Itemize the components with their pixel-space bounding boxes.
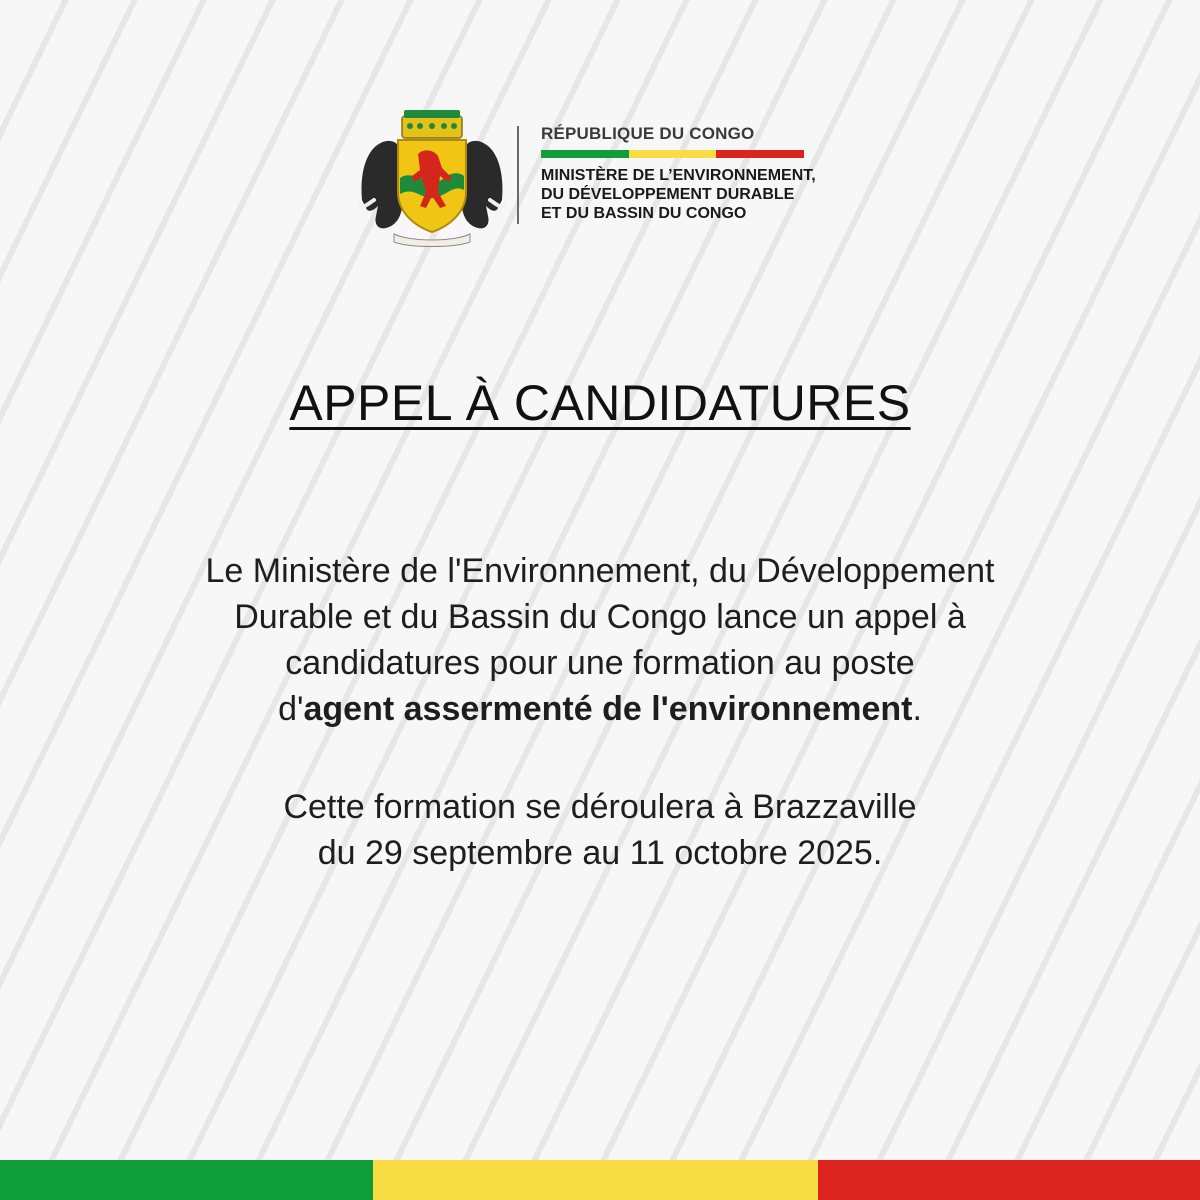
body-line: Le Ministère de l'Environnement, du Développement (205, 552, 995, 590)
header-flag-stripe (541, 150, 804, 158)
announcement-title: APPEL À CANDIDATURES (289, 375, 911, 431)
footer-stripe-green (0, 1160, 373, 1200)
coat-of-arms-icon (358, 108, 506, 250)
republic-label: RÉPUBLIQUE DU CONGO (541, 124, 755, 143)
ministry-line: ET DU BASSIN DU CONGO (541, 205, 747, 222)
flag-stripe-red (716, 150, 804, 158)
training-dates: du 29 septembre au 11 octobre 2025. (317, 834, 883, 872)
position-title: agent assermenté de l'environnement (303, 690, 913, 728)
body-line-prefix: d' (278, 690, 304, 728)
flag-stripe-yellow (629, 150, 717, 158)
training-location: Cette formation se déroulera à Brazzaville (283, 788, 917, 826)
title-block (0, 374, 1200, 432)
body-line-suffix: . (912, 690, 922, 728)
body-line (0, 686, 1200, 732)
ministry-line: MINISTÈRE DE L’ENVIRONNEMENT, (541, 167, 816, 184)
announcement-body (0, 548, 1200, 732)
body-line: Durable et du Bassin du Congo lance un appel à (234, 598, 966, 636)
flag-stripe-green (541, 150, 629, 158)
ministry-line: DU DÉVELOPPEMENT DURABLE (541, 186, 795, 203)
body-line: candidatures pour une formation au poste (285, 644, 915, 682)
footer-flag-stripe (0, 1160, 1200, 1200)
training-details (0, 784, 1200, 876)
ministry-name (541, 166, 881, 223)
footer-stripe-yellow (373, 1160, 818, 1200)
footer-stripe-red (818, 1160, 1200, 1200)
header-divider (517, 126, 519, 224)
header (0, 0, 1200, 260)
